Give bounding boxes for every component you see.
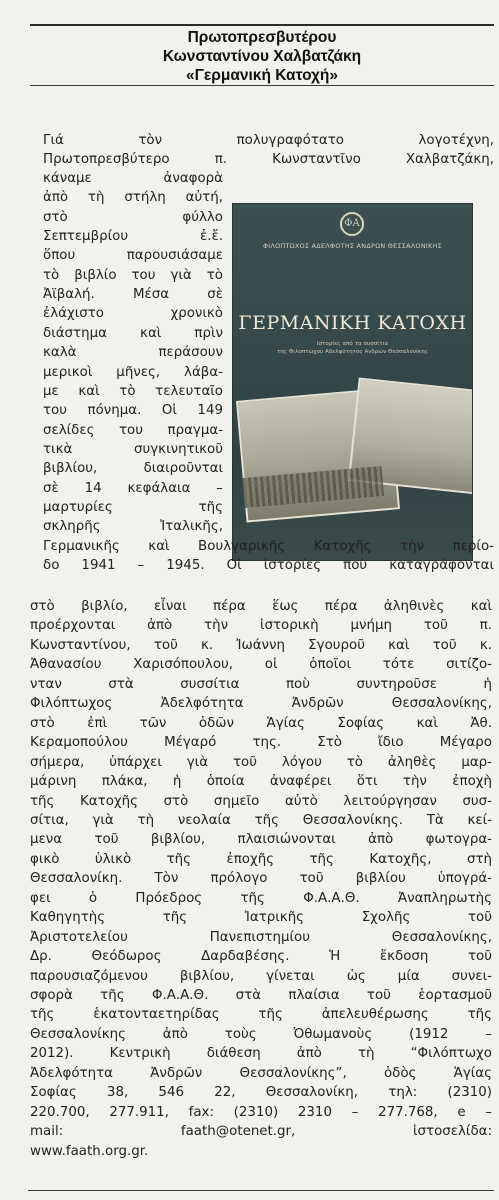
article-line: μενα τοῦ βιβλίου, πλαισιώνονται ἀπὸ φωτογρα-: [30, 832, 492, 848]
publisher-emblem-icon: ΦΑ: [340, 212, 364, 236]
article-line: φικὸ ὑλικὸ τῆς ἐποχῆς τῆς Κατοχῆς, στὴ: [30, 851, 492, 867]
article-line: τῆς ἑκατονταετηρίδας τῆς ἀπελευθέρωσης τῆς: [30, 1007, 492, 1023]
article-line: Ἀθανασίου Χαρισόπουλου, οἱ ὁποῖοι τότε σιτίζο-: [30, 657, 492, 673]
article-line: νταν στὰ συσσίτια ποὺ συντηροῦσε ἡ: [30, 676, 492, 692]
top-rule: [30, 24, 494, 26]
article-line: Καθηγητὴς τῆς Ἰατρικῆς Σχολῆς τοῦ: [30, 910, 492, 926]
book-subtitle: [239, 340, 466, 356]
article-headline: [30, 28, 494, 85]
article-line: με καὶ τὸ τελευταῖο: [43, 383, 223, 399]
headline-line-3: «Γερμανική Κατοχή»: [185, 67, 338, 84]
article-line: Σεπτεμβρίου ἐ.ἔ.: [43, 229, 223, 245]
article-line: βιβλίου, διαιροῦνται: [43, 461, 223, 477]
article-line: ἀπὸ τὴ στήλη αὐτή,: [43, 190, 223, 206]
headline-rule: [30, 85, 494, 86]
article-line: Ἀριστοτελείου Πανεπιστημίου Θεσσαλονίκης,: [30, 929, 492, 945]
article-line: τὸ βιβλίο του γιὰ τὸ: [43, 267, 223, 283]
article-line: www.faath.org.gr.: [30, 1143, 149, 1159]
article-line: 2012). Κεντρικὴ διάθεση ἀπὸ τὴ “Φιλόπτωχο: [30, 1046, 492, 1062]
book-cover-image: [233, 204, 472, 560]
article-line: τικὰ συγκινητικοῦ: [43, 441, 223, 457]
article-line: Ἀϊβαλή. Μέσα σὲ: [43, 287, 223, 303]
article-line: Κεραμοπούλου Μέγαρό της. Στὸ ἴδιο Μέγαρο: [30, 735, 492, 751]
article-line: mail: faath@otenet.gr, ἱστοσελίδα:: [30, 1124, 492, 1140]
headline-line-1: Πρωτοπρεσβυτέρου: [187, 29, 337, 46]
article-line: Κωνσταντίνου, τοῦ κ. Ἰωάννη Σγουροῦ καὶ τοῦ κ.: [30, 637, 492, 653]
article-line: του πόνημα. Οἱ 149: [43, 403, 223, 419]
article-line: σίτια, γιὰ τὴ νεολαία τῆς Θεσσαλονίκης. Τὰ κεί-: [30, 812, 492, 828]
article-line: μαρτυρίες τῆς: [43, 499, 223, 515]
book-publisher: ΦΙΛΟΠΤΩΧΟΣ ΑΔΕΛΦΟΤΗΣ ΑΝΔΡΩΝ ΘΕΣΣΑΛΟΝΙΚΗΣ: [262, 242, 443, 250]
article-line: Σοφίας 38, 546 22, Θεσσαλονίκη, τηλ: (2310): [30, 1085, 492, 1101]
article-line: σφορὰ τῆς Φ.Α.Α.Θ. στὰ πλαίσια τοῦ ἑορτασμοῦ: [30, 988, 492, 1003]
bottom-rule: [28, 1190, 494, 1191]
article-line: σήμερα, ὑπάρχει γιὰ τοῦ λόγου τὸ ἀληθὲς μαρ-: [30, 754, 492, 770]
article-line: στὸ φύλλο: [43, 209, 223, 225]
article-line: Πρωτοπρεσβύτερο π. Κωνσταντῖνο Χαλβατζάκη,: [43, 152, 494, 167]
article-line: διάστημα καὶ πρὶν: [43, 325, 223, 341]
article-line: φει ὁ Πρόεδρος τῆς Φ.Α.Α.Θ. Ἀναπληρωτὴς: [30, 890, 492, 906]
article-line: σελίδες του πραγμα-: [43, 422, 223, 438]
article-line: ἐλάχιστο χρονικὸ: [43, 306, 223, 322]
article-line: Δρ. Θεόδωρος Δαρδαβέσης. Ἡ ἔκδοση τοῦ: [30, 949, 492, 965]
book-subtitle-line-2: της Φιλοπτώχου Αδελφότητος Ανδρών Θεσσαλονίκης: [276, 349, 429, 355]
headline-line-2: Κωνσταντίνου Χαλβατζάκη: [162, 48, 362, 65]
article-line: προέρχονται ἀπὸ τὴν ἱστορικὴ μνήμη τοῦ π.: [30, 618, 492, 634]
article-line: κάναμε ἀναφορὰ: [43, 171, 223, 186]
article-line: τῆς Κατοχῆς στὸ σημεῖο αὐτὸ λειτούργησαν συσ-: [30, 793, 492, 809]
article-line: καλὰ περάσουν: [43, 345, 223, 361]
article-line: στὸ ἐπὶ τῶν ὁδῶν Ἁγίας Σοφίας καὶ Ἀθ.: [30, 715, 492, 731]
article-line: 220.700, 277.911, fax: (2310) 2310 – 277.768, e –: [30, 1104, 492, 1120]
book-subtitle-line-1: Ιστορίες από τα συσσίτια: [316, 341, 389, 347]
article-line: Φιλόπτωχος Ἀδελφότητα Ἀνδρῶν Θεσσαλονίκης,: [30, 696, 492, 712]
article-line: ὅπου παρουσιάσαμε: [43, 248, 223, 264]
article-line: Ἀδελφότητα Ἀνδρῶν Θεσσαλονίκης”, ὁδὸς Ἁγίας: [30, 1065, 492, 1081]
article-line: Γιά τὸν πολυγραφότατο λογοτέχνη,: [43, 133, 494, 148]
article-line: σκληρῆς Ἰταλικῆς,: [43, 519, 223, 535]
article-line: Θεσσαλονίκης ἀπὸ τοὺς Ὀθωμανοὺς (1912 –: [30, 1026, 492, 1042]
article-line: παρουσιαζόμενου βιβλίου, γίνεται ὡς μία συνει-: [30, 968, 492, 984]
article-line: σὲ 14 κεφάλαια –: [43, 480, 223, 496]
article-line: δο 1941 – 1945. Οἱ ἱστορίες ποὺ καταγράφονται: [43, 558, 494, 573]
article-line: μερικοὶ μῆνες, λάβα-: [43, 364, 223, 380]
article-line: στὸ βιβλίο, εἶναι πέρα ἕως πέρα ἀληθινὲς καὶ: [30, 599, 492, 614]
article-line: Γερμανικῆς καὶ Βουλγαρικῆς Κατοχῆς τὴν περίο-: [43, 539, 494, 554]
book-title: ΓΕΡΜΑΝΙΚΗ ΚΑΤΟΧΗ: [238, 312, 467, 334]
article-line: Θεσσαλονίκη. Τὸν πρόλογο τοῦ βιβλίου ὑπογρά-: [30, 871, 492, 887]
article-line: μάρινη πλάκα, ἡ ὁποία ἀναφέρει ὅτι τὴν ἐποχὴ: [30, 774, 492, 790]
